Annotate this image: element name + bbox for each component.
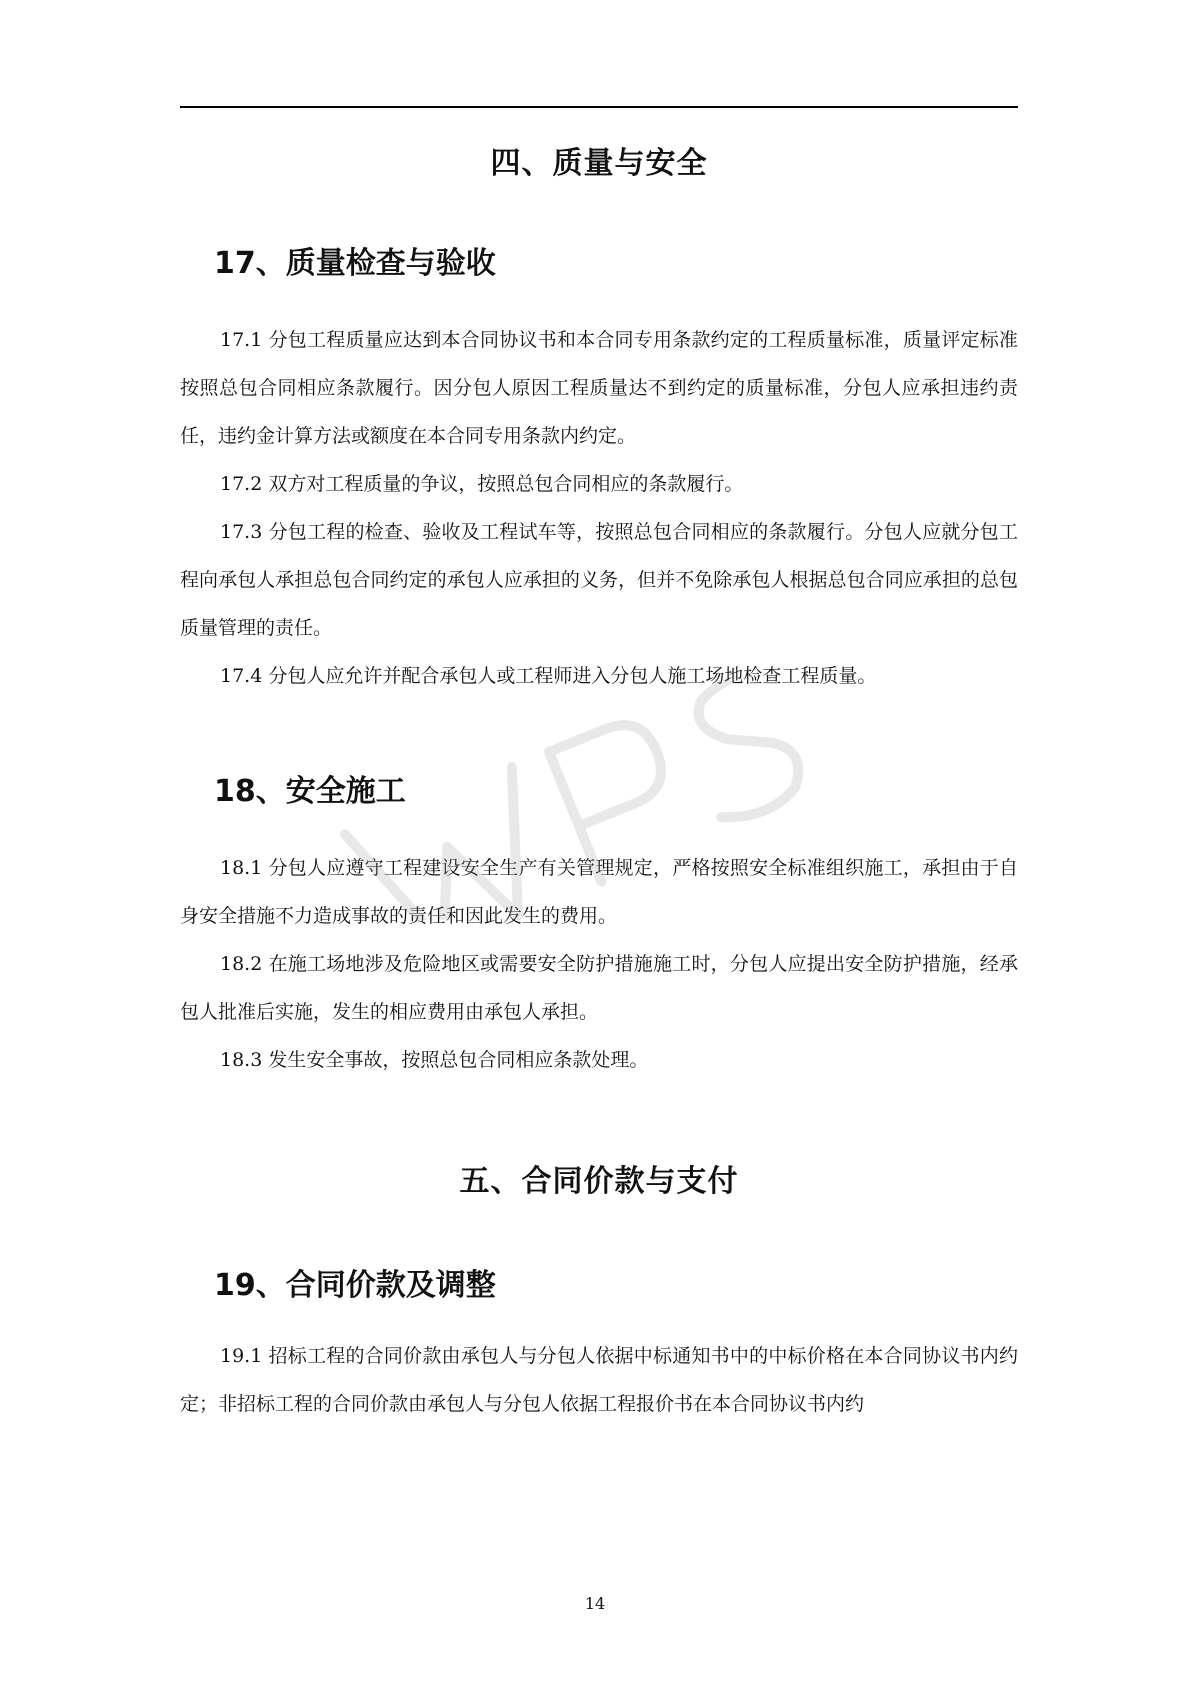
paragraph-17-2: 17.2 双方对工程质量的争议，按照总包合同相应的条款履行。 bbox=[220, 473, 744, 495]
header-rule bbox=[180, 106, 1018, 108]
wps-watermark-logo bbox=[330, 680, 850, 924]
page-number: 14 bbox=[584, 1594, 606, 1613]
paragraph-18-2: 18.2 在施工场地涉及危险地区或需要安全防护措施施工时，分包人应提出安全防护措施，经承包人批准后实施，发生的相应费用由承包人承担。 bbox=[180, 953, 1018, 1023]
section-title-17: 17、质量检查与验收 bbox=[214, 246, 496, 281]
paragraph-17-1: 17.1 分包工程质量应达到本合同协议书和本合同专用条款约定的工程质量标准，质量评定标准按照总包合同相应条款履行。因分包人原因工程质量达不到约定的质量标准，分包人应承担违约责任，违约金计算方法或额度在本合同专用条款内约定。 bbox=[180, 329, 1018, 447]
paragraph-17-4: 17.4 分包人应允许并配合承包人或工程师进入分包人施工场地检查工程质量。 bbox=[220, 665, 877, 687]
section-title-18: 18、安全施工 bbox=[214, 774, 406, 809]
paragraph-17-3: 17.3 分包工程的检查、验收及工程试车等，按照总包合同相应的条款履行。分包人应就分包工程向承包人承担总包合同约定的承包人应承担的义务，但并不免除承包人根据总包合同应承担的总包质量管理的责任。 bbox=[180, 521, 1018, 639]
section-17-body bbox=[180, 316, 1018, 700]
paragraph-19-1: 19.1 招标工程的合同价款由承包人与分包人依据中标通知书中的中标价格在本合同协议书内约定；非招标工程的合同价款由承包人与分包人依据工程报价书在本合同协议书内约 bbox=[180, 1345, 1018, 1415]
section-title-19: 19、合同价款及调整 bbox=[214, 1268, 496, 1303]
section-19-body bbox=[180, 1332, 1018, 1428]
paragraph-18-3: 18.3 发生安全事故，按照总包合同相应条款处理。 bbox=[220, 1049, 649, 1071]
paragraph-18-1: 18.1 分包人应遵守工程建设安全生产有关管理规定，严格按照安全标准组织施工，承担由于自身安全措施不力造成事故的责任和因此发生的费用。 bbox=[180, 857, 1018, 927]
chapter-title-quality-safety: 四、质量与安全 bbox=[490, 146, 708, 181]
chapter-title-price-payment: 五、合同价款与支付 bbox=[459, 1164, 739, 1199]
